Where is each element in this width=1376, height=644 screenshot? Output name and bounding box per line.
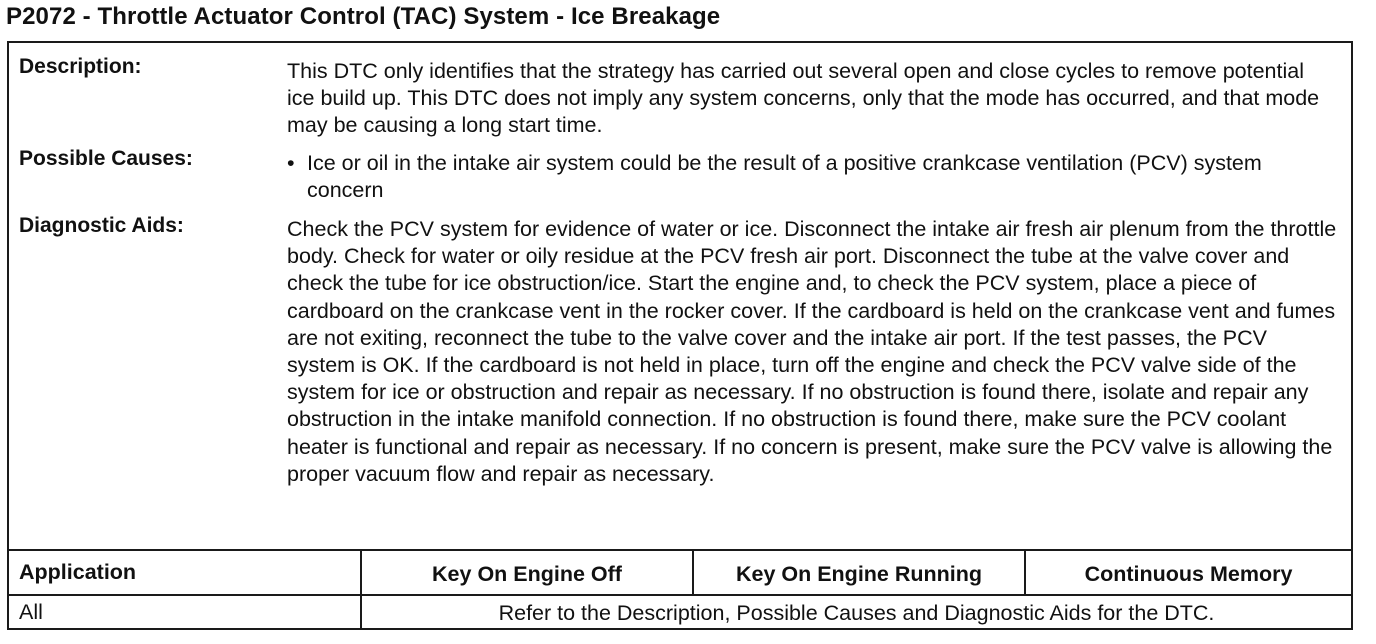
header-key-on-engine-running: Key On Engine Running xyxy=(735,562,983,586)
divider xyxy=(9,549,1351,551)
diagnostic-aids-text: Check the PCV system for evidence of water or ice. Disconnect the intake air fresh air plenum from the throttle body. Check for water or oily residue at the PCV fresh air port. Disconnect the tube at the valve cover and check the tube for ice obstruction/ice. Start the engine and, to check the PCV system, place a piece of cardboard on the crankcase vent in the rocker cover. If the cardboard is held on the crankcase vent and fumes are not exiting, reconnect the tube to the valve cover and the intake air port. If the test passes, the PCV system is OK. If the cardboard is not held in place, turn off the engine and check the PCV valve side of the system for ice or obstruction and repair as necessary. If no obstruction is found there, isolate and repair any obstruction in the intake manifold connection. If no obstruction is found there, make sure the PCV coolant heater is functional and repair as necessary. If no concern is present, make sure the PCV valve is allowing the proper vacuum flow and repair as necessary. xyxy=(287,217,1337,486)
application-value: All xyxy=(19,600,43,624)
description-label: Description: xyxy=(19,55,142,78)
header-continuous-memory: Continuous Memory xyxy=(1084,562,1293,586)
application-note: Refer to the Description, Possible Causes and Diagnostic Aids for the DTC. xyxy=(498,601,1215,625)
divider xyxy=(9,594,1351,596)
possible-causes-label: Possible Causes: xyxy=(19,147,193,170)
description-text: This DTC only identifies that the strategy has carried out several open and close cycles to remove potential ice build up. This DTC does not imply any system concerns, only that the mode has occurred, and that mode may be causing a long start time. xyxy=(287,59,1320,138)
possible-cause-text: Ice or oil in the intake air system could be the result of a positive crankcase ventilation (PCV) system concern xyxy=(307,151,1262,203)
header-application: Application xyxy=(19,560,137,584)
page-title: P2072 - Throttle Actuator Control (TAC) System - Ice Breakage xyxy=(6,3,721,30)
bullet-icon: • xyxy=(287,151,295,175)
list-item xyxy=(287,150,1307,204)
dtc-table xyxy=(7,41,1353,630)
possible-causes-list xyxy=(287,150,1307,204)
header-key-on-engine-off: Key On Engine Off xyxy=(432,562,622,586)
diagnostic-aids-label: Diagnostic Aids: xyxy=(19,214,184,237)
